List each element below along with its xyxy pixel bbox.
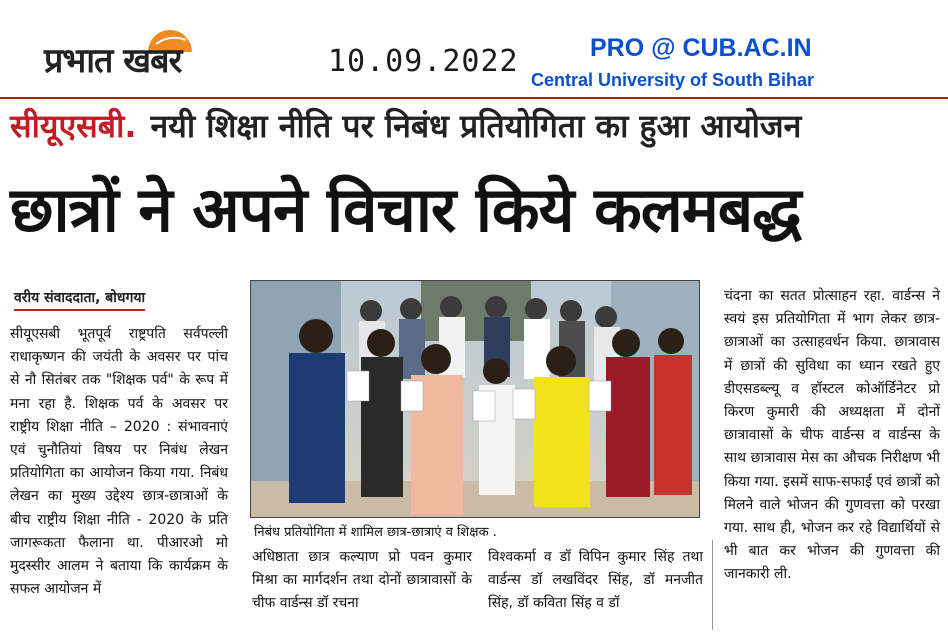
header-rule <box>0 97 948 99</box>
photo-caption: निबंध प्रतियोगिता में शामिल छात्र-छात्राएं व शिक्षक . <box>254 525 497 540</box>
article-headline: छात्रों ने अपने विचार किये कलमबद्ध <box>10 173 801 246</box>
article-column-2b: विश्वकर्मा व डॉ विपिन कुमार सिंह तथा वार्डन्स डॉ लखविंदर सिंह, डॉ मनजीत सिंह, डॉ कविता सिंह व डॉ <box>488 549 703 612</box>
subheadline-text: नयी शिक्षा नीति पर निबंध प्रतियोगिता का हुआ आयोजन <box>150 107 802 145</box>
article-byline: वरीय संवाददाता, बोधगया <box>14 288 145 311</box>
event-photo <box>250 280 700 518</box>
article-column-3: चंदना का सतत प्रोत्साहन रहा. वार्डन्स ने स्वयं इस प्रतियोगिता में भाग लेकर छात्र-छात्राओं का उत्साहवर्धन किया. छात्रावास में छात्रों की सुविधा का ध्यान रखते हुए डीएसडब्ल्यू व हॉस्टल कोऑर्डिनेटर प्रो किरण कुमारी की अध्यक्षता में दोनों छात्रावासों के चीफ वार्डन्स व वार्डन्स के साथ छात्रावास मेस का औचक निरीक्षण भी किया गया. इसमें साफ-सफाई एवं छात्रों को मिलने वाले भोजन की गुणवत्ता को परखा गया. साथ ही, भोजन कर रहे विद्यार्थियों से भी बात कर भोजन की गुणवत्ता की जानकारी ली. <box>724 288 941 583</box>
newspaper-masthead <box>44 30 294 86</box>
column-divider <box>712 540 713 630</box>
university-name: Central University of South Bihar <box>531 70 815 90</box>
article-subheadline <box>10 104 940 147</box>
article-tag: सीयूएसबी. <box>10 107 137 145</box>
article-column-1: सीयूएसबी भूतपूर्व राष्ट्रपति सर्वपल्ली राधाकृष्णन की जयंती के अवसर पर पांच से नौ सितंबर तक "शिक्षक पर्व" के रूप में मना रहा है. शिक्षक पर्व के अवसर पर राष्ट्रीय शिक्षा नीति – 2020 : संभावनाएं एवं चुनौतियां विषय पर निबंध लेखन प्रतियोगिता का आयोजन किया गया. निबंध लेखन का मुख्य उद्देश्य छात्र-छात्राओं के बीच राष्ट्रीय शिक्षा नीति - 2020 के प्रति जागरूकता फैलाना था. पीआरओ मो मुदस्सीर आलम ने बताया कि कार्यक्रम के सफल आयोजन में <box>10 326 228 598</box>
issue-date: 10.09.2022 <box>328 44 519 79</box>
article-column-2a: अधिष्ठाता छात्र कल्याण प्रो पवन कुमार मिश्रा का मार्गदर्शन तथा दोनों छात्रावासों के चीफ वार्डन्स डॉ रचना <box>252 549 472 612</box>
group-photo-image <box>251 281 700 518</box>
newspaper-name: प्रभात खबर <box>44 41 182 81</box>
pro-email: PRO @ CUB.AC.IN <box>590 34 812 62</box>
